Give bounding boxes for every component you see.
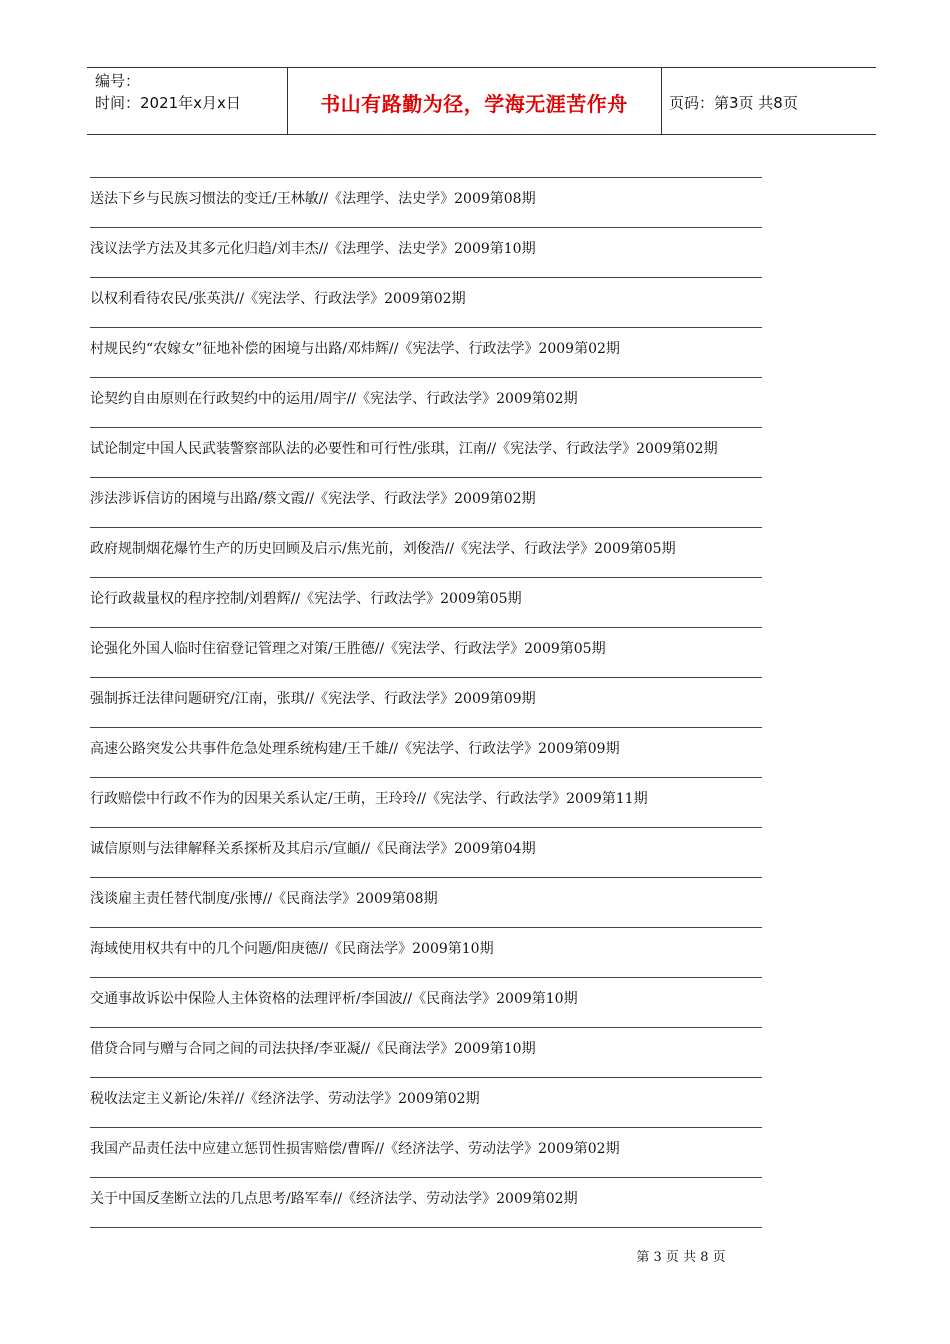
citation-entry: 我国产品责任法中应建立惩罚性损害赔偿/曹晖//《经济法学、劳动法学》2009第02期 [90, 1141, 620, 1157]
citation-entry: 诚信原则与法律解释关系探析及其启示/宣頔//《民商法学》2009第04期 [90, 841, 536, 857]
citation-entry: 强制拆迁法律问题研究/江南，张琪//《宪法学、行政法学》2009第09期 [90, 691, 536, 707]
header-meta [95, 70, 241, 114]
code-label: 编号： [95, 72, 141, 90]
citation-entry: 试论制定中国人民武装警察部队法的必要性和可行性/张琪，江南//《宪法学、行政法学》2009第02期 [90, 441, 718, 457]
separator-line [90, 718, 762, 730]
citation-entry: 关于中国反垄断立法的几点思考/路军奉//《经济法学、劳动法学》2009第02期 [90, 1191, 578, 1207]
citation-entry: 送法下乡与民族习惯法的变迁/王林敏//《法理学、法史学》2009第08期 [90, 191, 536, 207]
citation-entry: 村规民约“农嫁女”征地补偿的困境与出路/邓炜辉//《宪法学、行政法学》2009第02期 [90, 341, 620, 357]
citation-entry: 借贷合同与赠与合同之间的司法抉择/李亚凝//《民商法学》2009第10期 [90, 1041, 536, 1057]
separator-line [90, 518, 762, 530]
citation-entry: 高速公路突发公共事件危急处理系统构建/王千雄//《宪法学、行政法学》2009第09期 [90, 741, 620, 757]
separator-line [90, 468, 762, 480]
page-footer [0, 1246, 950, 1265]
citation-entry: 以权利看待农民/张英洪//《宪法学、行政法学》2009第02期 [90, 291, 466, 307]
citation-entry: 税收法定主义新论/朱祥//《经济法学、劳动法学》2009第02期 [90, 1091, 480, 1107]
separator-line [90, 1218, 762, 1230]
separator-line [90, 418, 762, 430]
separator-line [90, 1018, 762, 1030]
separator-line [90, 1168, 762, 1180]
separator-line [90, 1118, 762, 1130]
separator-line [90, 218, 762, 230]
separator-line [90, 168, 762, 180]
citation-entry: 交通事故诉讼中保险人主体资格的法理评析/李国波//《民商法学》2009第10期 [90, 991, 578, 1007]
citation-entry: 论强化外国人临时住宿登记管理之对策/王胜德//《宪法学、行政法学》2009第05期 [90, 641, 606, 657]
separator-line [90, 618, 762, 630]
separator-line [90, 368, 762, 380]
separator-line [90, 668, 762, 680]
separator-line [90, 268, 762, 280]
header-motto: 书山有路勤为径，学海无涯苦作舟 [320, 91, 628, 116]
citation-list [90, 168, 850, 1230]
citation-entry: 行政赔偿中行政不作为的因果关系认定/王萌，王玲玲//《宪法学、行政法学》2009第11期 [90, 791, 648, 807]
separator-line [90, 968, 762, 980]
separator-line [90, 768, 762, 780]
citation-entry: 海域使用权共有中的几个问题/阳庚德//《民商法学》2009第10期 [90, 941, 494, 957]
date-label: 时间：2021年x月x日 [95, 94, 241, 112]
page-header [87, 67, 876, 135]
separator-line [90, 318, 762, 330]
citation-entry: 论行政裁量权的程序控制/刘碧辉//《宪法学、行政法学》2009第05期 [90, 591, 522, 607]
citation-entry: 浅谈雇主责任替代制度/张博//《民商法学》2009第08期 [90, 891, 438, 907]
separator-line [90, 568, 762, 580]
footer-page-number: 第 3 页 共 8 页 [636, 1250, 726, 1265]
citation-entry: 论契约自由原则在行政契约中的运用/周宇//《宪法学、行政法学》2009第02期 [90, 391, 578, 407]
separator-line [90, 868, 762, 880]
citation-entry: 涉法涉诉信访的困境与出路/蔡文霞//《宪法学、行政法学》2009第02期 [90, 491, 536, 507]
separator-line [90, 918, 762, 930]
separator-line [90, 818, 762, 830]
header-page-info: 页码：第3页 共8页 [669, 93, 798, 112]
citation-entry: 浅议法学方法及其多元化归趋/刘丰杰//《法理学、法史学》2009第10期 [90, 241, 536, 257]
citation-entry: 政府规制烟花爆竹生产的历史回顾及启示/焦光前，刘俊浩//《宪法学、行政法学》2009第05期 [90, 541, 676, 557]
separator-line [90, 1068, 762, 1080]
header-divider [661, 68, 662, 134]
